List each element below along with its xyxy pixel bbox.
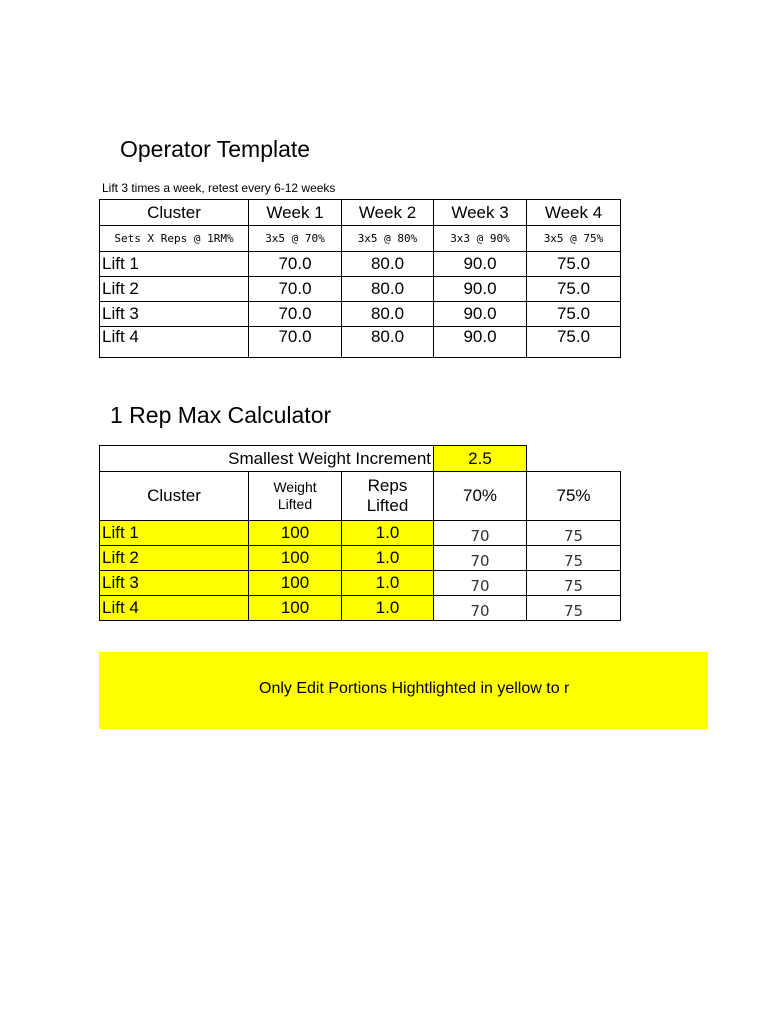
increment-label: Smallest Weight Increment xyxy=(100,446,434,472)
table-row xyxy=(100,596,621,621)
operator-title: Operator Template xyxy=(120,136,311,162)
increment-input[interactable]: 2.5 xyxy=(434,446,527,472)
subheader-cell: Sets X Reps @ 1RM% xyxy=(100,226,249,252)
header-cell-week4: Week 4 xyxy=(527,200,621,226)
value-cell: 75.0 xyxy=(527,252,621,277)
value-cell: 70.0 xyxy=(249,302,342,327)
weight-label-line2: Lifted xyxy=(277,496,313,512)
pct75-cell: 75 xyxy=(527,596,621,621)
value-cell: 80.0 xyxy=(342,327,434,358)
value-cell: 90.0 xyxy=(434,277,527,302)
table-row xyxy=(100,521,621,546)
weight-lifted-input[interactable]: 100 xyxy=(249,596,342,621)
value-cell: 70.0 xyxy=(249,277,342,302)
lift-name-cell: Lift 4 xyxy=(100,327,249,358)
lift-name-cell: Lift 3 xyxy=(100,302,249,327)
reps-lifted-input[interactable]: 1.0 xyxy=(342,571,434,596)
value-cell: 75.0 xyxy=(527,302,621,327)
lift-name-cell: Lift 2 xyxy=(100,277,249,302)
weight-lifted-input[interactable]: 100 xyxy=(249,521,342,546)
pct75-cell: 75 xyxy=(527,521,621,546)
header-cell-cluster: Cluster xyxy=(100,472,249,521)
empty-cell xyxy=(527,446,621,472)
weight-lifted-input[interactable]: 100 xyxy=(249,571,342,596)
table-row xyxy=(100,327,621,358)
table-row xyxy=(100,546,621,571)
value-cell: 80.0 xyxy=(342,302,434,327)
increment-row xyxy=(100,446,621,472)
subheader-cell: 3x3 @ 90% xyxy=(434,226,527,252)
calculator-header-row xyxy=(100,472,621,521)
header-cell-week1: Week 1 xyxy=(249,200,342,226)
header-cell-reps-lifted xyxy=(342,472,434,521)
value-cell: 70.0 xyxy=(249,327,342,358)
lift-name-input[interactable]: Lift 3 xyxy=(100,571,249,596)
operator-table xyxy=(99,199,621,358)
pct75-cell: 75 xyxy=(527,571,621,596)
table-row xyxy=(100,277,621,302)
lift-name-cell: Lift 1 xyxy=(100,252,249,277)
pct70-cell: 70 xyxy=(434,546,527,571)
reps-lifted-input[interactable]: 1.0 xyxy=(342,521,434,546)
pct70-cell: 70 xyxy=(434,571,527,596)
value-cell: 75.0 xyxy=(527,327,621,358)
pct70-cell: 70 xyxy=(434,521,527,546)
calculator-title: 1 Rep Max Calculator xyxy=(110,402,332,428)
calculator-table xyxy=(99,445,621,621)
lift-name-input[interactable]: Lift 1 xyxy=(100,521,249,546)
header-cell-weight-lifted xyxy=(249,472,342,521)
subheader-cell: 3x5 @ 75% xyxy=(527,226,621,252)
operator-header-row xyxy=(100,200,621,226)
subheader-cell: 3x5 @ 70% xyxy=(249,226,342,252)
value-cell: 90.0 xyxy=(434,327,527,358)
operator-subheader-row xyxy=(100,226,621,252)
lift-name-input[interactable]: Lift 2 xyxy=(100,546,249,571)
value-cell: 80.0 xyxy=(342,252,434,277)
table-row xyxy=(100,252,621,277)
value-cell: 75.0 xyxy=(527,277,621,302)
reps-label-line2: Lifted xyxy=(366,496,409,515)
table-row xyxy=(100,571,621,596)
weight-lifted-input[interactable]: 100 xyxy=(249,546,342,571)
header-cell-75pct: 75% xyxy=(527,472,621,521)
header-cell-week3: Week 3 xyxy=(434,200,527,226)
value-cell: 80.0 xyxy=(342,277,434,302)
pct70-cell: 70 xyxy=(434,596,527,621)
instruction-text: Only Edit Portions Hightlighted in yellow to r xyxy=(259,680,570,697)
subheader-cell: 3x5 @ 80% xyxy=(342,226,434,252)
reps-lifted-input[interactable]: 1.0 xyxy=(342,596,434,621)
weight-label-line1: Weight xyxy=(273,479,317,495)
table-row xyxy=(100,302,621,327)
pct75-cell: 75 xyxy=(527,546,621,571)
reps-lifted-input[interactable]: 1.0 xyxy=(342,546,434,571)
value-cell: 90.0 xyxy=(434,302,527,327)
lift-name-input[interactable]: Lift 4 xyxy=(100,596,249,621)
reps-label-line1: Reps xyxy=(367,476,408,495)
value-cell: 90.0 xyxy=(434,252,527,277)
header-cell-cluster: Cluster xyxy=(100,200,249,226)
operator-subtitle: Lift 3 times a week, retest every 6-12 weeks xyxy=(102,181,336,195)
instruction-banner xyxy=(99,652,708,729)
header-cell-week2: Week 2 xyxy=(342,200,434,226)
value-cell: 70.0 xyxy=(249,252,342,277)
header-cell-70pct: 70% xyxy=(434,472,527,521)
